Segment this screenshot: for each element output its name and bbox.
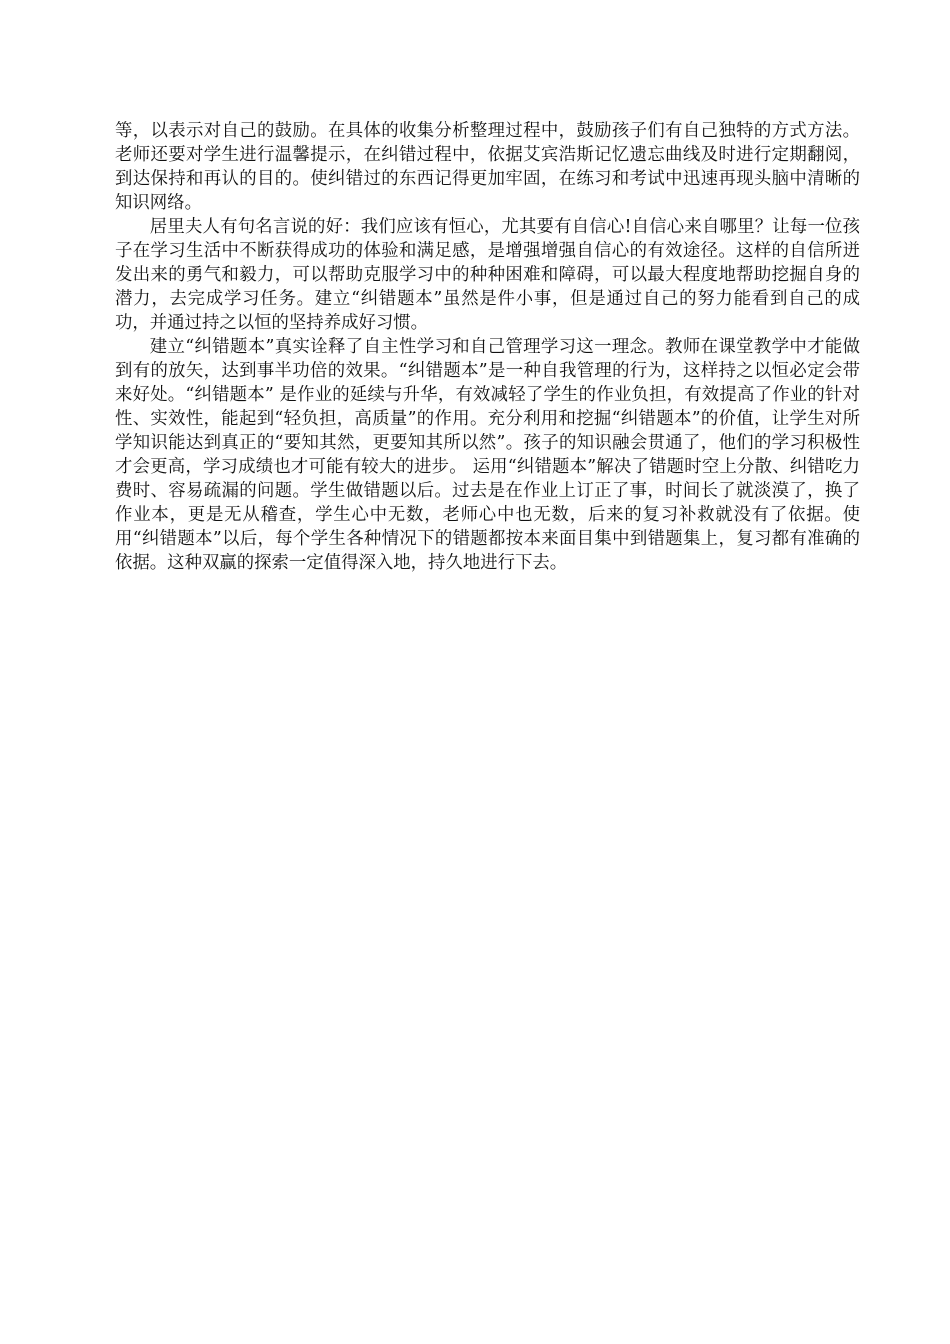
body-text [115, 119, 860, 575]
paragraph-confidence: 居里夫人有句名言说的好：我们应该有恒心，尤其要有自信心!自信心来自哪里？让每一位孩子在学习生活中不断获得成功的体验和满足感，是增强增强自信心的有效途径。这样的自信所迸发出来的勇气和毅力，可以帮助克服学习中的种种困难和障碍，可以最大程度地帮助挖掘自身的潜力，去完成学习任务。建立“纠错题本”虽然是件小事，但是通过自己的努力能看到自己的成功，并通过持之以恒的坚持养成好习惯。 [115, 217, 860, 333]
paragraph-continuation: 等，以表示对自己的鼓励。在具体的收集分析整理过程中，鼓励孩子们有自己独特的方式方法。老师还要对学生进行温馨提示，在纠错过程中，依据艾宾浩斯记忆遗忘曲线及时进行定期翻阅，到达保持和再认的目的。使纠错过的东西记得更加牢固，在练习和考试中迅速再现头脑中清晰的知识网络。 [115, 121, 860, 213]
paragraph-error-notebook: 建立“纠错题本”真实诠释了自主性学习和自己管理学习这一理念。教师在课堂教学中才能做到有的放矢，达到事半功倍的效果。“纠错题本”是一种自我管理的行为，这样持之以恒必定会带来好处。“纠错题本” 是作业的延续与升华，有效减轻了学生的作业负担，有效提高了作业的针对性、实效性，能起到“轻负担，高质量”的作用。充分利用和挖掘“纠错题本”的价值，让学生对所学知识能达到真正的“要知其然，更要知其所以然”。孩子的知识融会贯通了，他们的学习积极性才会更高，学习成绩也才可能有较大的进步。 运用“纠错题本”解决了错题时空上分散、纠错吃力费时、容易疏漏的问题。学生做错题以后。过去是在作业上订正了事，时间长了就淡漠了，换了作业本，更是无从稽查，学生心中无数，老师心中也无数，后来的复习补救就没有了依据。使用“纠错题本”以后，每个学生各种情况下的错题都按本来面目集中到错题集上，复习都有准确的依据。这种双赢的探索一定值得深入地，持久地进行下去。 [115, 337, 860, 573]
